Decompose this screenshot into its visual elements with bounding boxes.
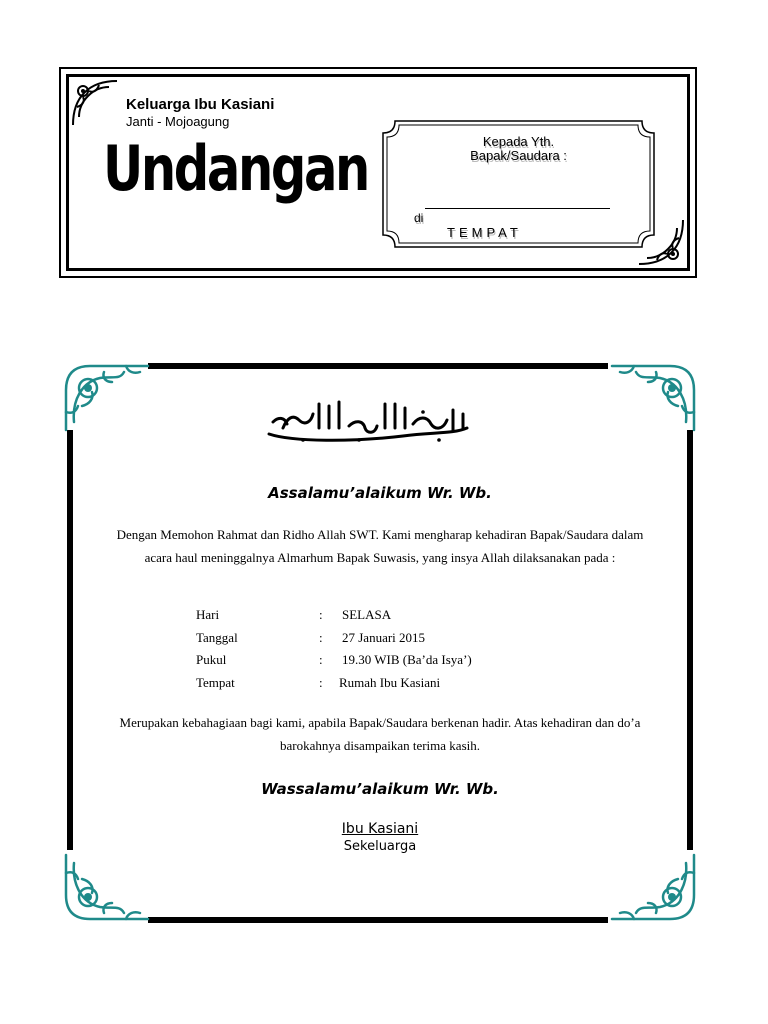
frame-top-border: [148, 363, 608, 369]
corner-ornament-icon: [69, 77, 121, 129]
teal-corner-ornament-icon: [60, 853, 150, 925]
event-details: [196, 607, 516, 697]
detail-row-tanggal: [196, 630, 516, 653]
address-box: [381, 119, 656, 249]
detail-row-pukul: [196, 652, 516, 675]
detail-label: Tanggal: [196, 629, 238, 645]
basmala-calligraphy-icon: [263, 398, 473, 443]
sender-name: Keluarga Ibu Kasiani: [126, 96, 275, 113]
detail-separator: :: [319, 652, 323, 667]
intro-paragraph: Dengan Memohon Rahmat dan Ridho Allah SWT. Kami mengharap kehadiran Bapak/Saudara dalam acara haul meninggalnya Almarhum Bapak Suwasis, yang insya Allah dilaksanakan pada :: [116, 527, 644, 565]
detail-separator: :: [319, 674, 323, 690]
invitation-title: Undangan: [103, 132, 368, 205]
envelope-card: [59, 67, 697, 278]
invitation-card: [60, 360, 700, 925]
location-text: TEMPAT: [447, 225, 522, 240]
teal-corner-ornament-icon: [610, 853, 700, 925]
recipient-line-2: Bapak/Saudara :: [470, 148, 567, 163]
detail-row-tempat: [196, 675, 516, 698]
sender-address: Janti - Mojoagung: [126, 114, 230, 129]
detail-row-hari: [196, 607, 516, 630]
teal-corner-ornament-icon: [610, 360, 700, 432]
opening-greeting: Assalamu’alaikum Wr. Wb.: [268, 484, 492, 502]
detail-value: 19.30 WIB (Ba’da Isya’): [342, 652, 472, 667]
detail-label: Hari: [196, 607, 220, 622]
detail-value: SELASA: [342, 607, 392, 622]
detail-separator: :: [319, 629, 323, 645]
detail-separator: :: [319, 607, 323, 622]
envelope-inner-border: [66, 74, 690, 271]
closing-greeting: Wassalamu’alaikum Wr. Wb.: [261, 780, 499, 798]
closing-paragraph: Merupakan kebahagiaan bagi kami, apabila Bapak/Saudara berkenan hadir. Atas kehadiran dan do’a barokahnya disampaikan terima kasih.: [119, 715, 641, 753]
recipient-line-1: Kepada Yth.: [482, 134, 555, 149]
signature-subtitle: Sekeluarga: [343, 839, 417, 854]
signature-name: Ibu Kasiani: [341, 821, 419, 837]
recipient-name-line: [425, 208, 610, 209]
frame-bottom-border: [148, 917, 608, 923]
detail-value: Rumah Ibu Kasiani: [339, 674, 441, 690]
location-prefix: di: [414, 211, 424, 225]
detail-value: 27 Januari 2015: [342, 629, 426, 645]
detail-label: Pukul: [196, 652, 227, 667]
detail-label: Tempat: [196, 674, 235, 690]
teal-corner-ornament-icon: [60, 360, 150, 432]
